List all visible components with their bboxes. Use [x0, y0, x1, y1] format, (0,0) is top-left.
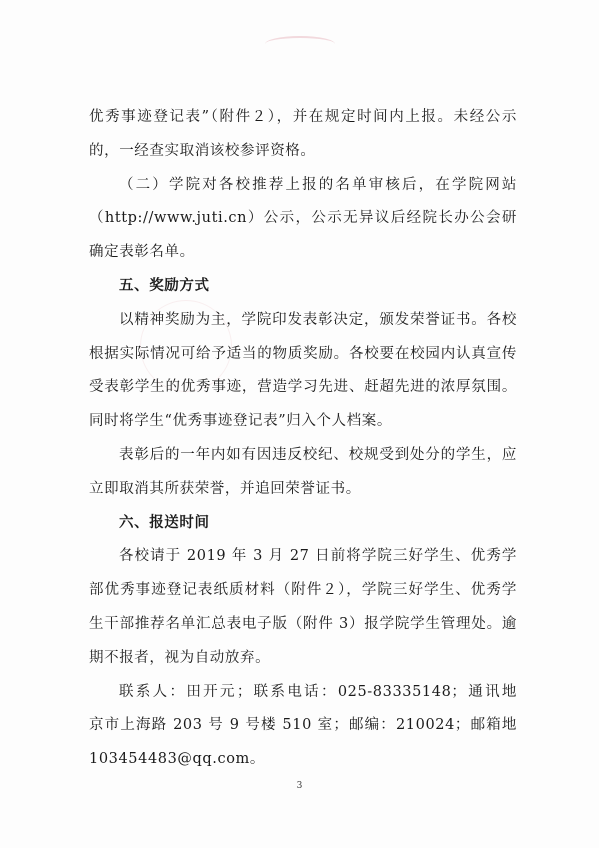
paragraph-line: 优秀事迹登记表”（附件２），并在规定时间内上报。未经公示	[89, 109, 517, 125]
paragraph-line: 的，一经查实取消该校参评资格。	[89, 142, 316, 159]
paragraph-line: 确定表彰名单。	[89, 244, 195, 261]
paragraph-line: 表彰后的一年内如有因违反校纪、校规受到处分的学生，应	[119, 446, 517, 463]
paragraph-line: 各校请于 2019 年 3 月 27 日前将学院三好学生、优秀学	[119, 548, 517, 565]
email-line: 103454483@qq.com。	[89, 751, 266, 768]
paragraph-line: 立即取消其所获荣誉，并追回荣誉证书。	[89, 480, 361, 497]
paragraph-line: （二）学院对各校推荐上报的名单审核后，在学院网站	[119, 176, 517, 193]
body-text	[89, 101, 517, 777]
paragraph-line: 部优秀事迹登记表纸质材料（附件２），学院三好学生、优秀学	[89, 582, 517, 599]
paragraph-line: 以精神奖励为主，学院印发表彰决定，颁发荣誉证书。各校	[119, 311, 517, 328]
paragraph-line: 期不报者，视为自动放弃。	[89, 649, 271, 666]
section-heading-submission: 六、报送时间	[119, 514, 210, 531]
contact-line: 京市上海路 203 号 9 号楼 510 室；邮编：210024；邮箱地	[89, 717, 517, 734]
paragraph-line: 同时将学生“优秀事迹登记表”归入个人档案。	[89, 413, 392, 430]
section-heading-reward: 五、奖励方式	[119, 277, 210, 294]
paragraph-line: 根据实际情况可给予适当的物质奖励。各校要在校园内认真宣传	[89, 345, 517, 362]
paragraph-line: （http://www.juti.cn）公示，公示无异议后经院长办公会研	[89, 210, 517, 227]
paragraph-line: 生干部推荐名单汇总表电子版（附件 3）报学院学生管理处。逾	[89, 615, 517, 632]
contact-line: 联系人：田开元；联系电话：025-83335148；通讯地	[119, 683, 517, 700]
page-number: 3	[296, 781, 303, 791]
paragraph-line: 受表彰学生的优秀事迹，营造学习先进、赶超先进的浓厚氛围。	[89, 379, 517, 396]
seal-mark-top	[265, 36, 335, 52]
